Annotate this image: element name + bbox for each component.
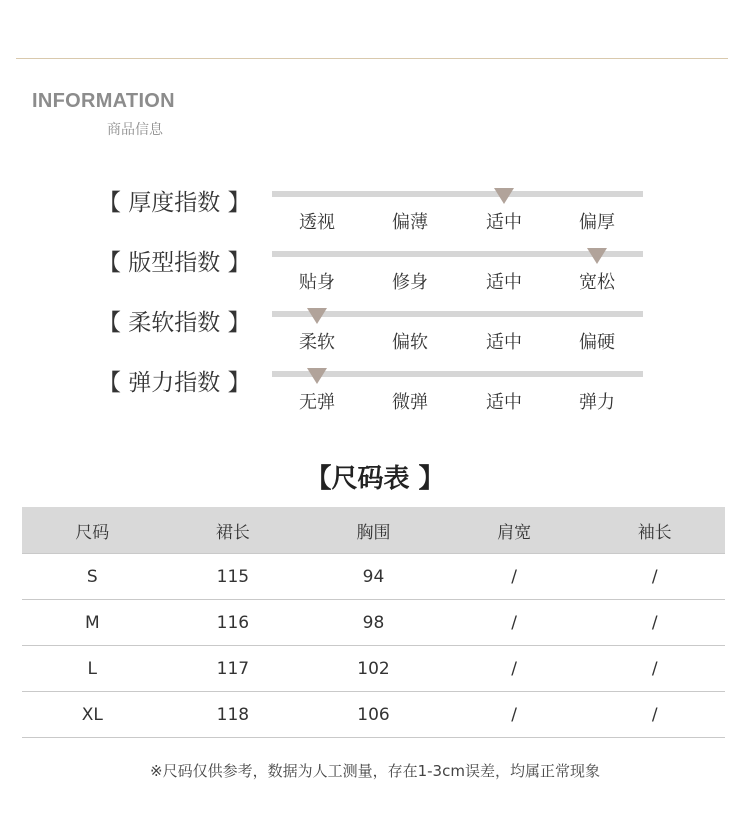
info-title: INFORMATION xyxy=(32,90,175,112)
table-cell: / xyxy=(444,600,585,646)
column-header: 胸围 xyxy=(303,507,444,554)
table-cell: 98 xyxy=(303,600,444,646)
index-label: 【 柔软指数 】 xyxy=(98,310,251,336)
column-header: 裙长 xyxy=(163,507,304,554)
index-row-softness xyxy=(0,304,750,364)
table-cell: S xyxy=(22,554,163,600)
index-option: 贴身 xyxy=(299,272,335,293)
index-option: 适中 xyxy=(486,392,522,413)
top-divider xyxy=(16,58,728,59)
index-option: 偏薄 xyxy=(392,212,428,233)
index-scale-bar xyxy=(272,311,643,317)
size-chart-title: 【尺码表 】 xyxy=(305,464,445,494)
table-cell: / xyxy=(584,600,725,646)
table-cell: / xyxy=(444,692,585,738)
index-marker-icon xyxy=(307,308,327,324)
size-table xyxy=(22,507,725,738)
index-row-fit xyxy=(0,244,750,304)
column-header: 肩宽 xyxy=(444,507,585,554)
index-option: 无弹 xyxy=(299,392,335,413)
table-cell: 106 xyxy=(303,692,444,738)
index-scale-bar xyxy=(272,371,643,377)
table-cell: 94 xyxy=(303,554,444,600)
index-label: 【 厚度指数 】 xyxy=(98,190,251,216)
table-header-row xyxy=(22,507,725,554)
table-cell: L xyxy=(22,646,163,692)
table-cell: 117 xyxy=(163,646,304,692)
table-row xyxy=(22,600,725,646)
table-cell: / xyxy=(444,554,585,600)
index-option: 适中 xyxy=(486,332,522,353)
index-option: 偏硬 xyxy=(579,332,615,353)
table-row xyxy=(22,554,725,600)
table-row xyxy=(22,646,725,692)
table-cell: / xyxy=(584,692,725,738)
index-option: 微弹 xyxy=(392,392,428,413)
table-cell: / xyxy=(584,554,725,600)
index-option: 偏软 xyxy=(392,332,428,353)
index-scale-bar xyxy=(272,191,643,197)
index-row-thickness xyxy=(0,184,750,244)
index-marker-icon xyxy=(307,368,327,384)
index-option: 适中 xyxy=(486,212,522,233)
table-cell: 118 xyxy=(163,692,304,738)
table-cell: XL xyxy=(22,692,163,738)
index-option: 柔软 xyxy=(299,332,335,353)
index-marker-icon xyxy=(494,188,514,204)
table-cell: / xyxy=(584,646,725,692)
table-cell: M xyxy=(22,600,163,646)
index-option: 弹力 xyxy=(579,392,615,413)
column-header: 尺码 xyxy=(22,507,163,554)
index-option: 透视 xyxy=(299,212,335,233)
index-option: 宽松 xyxy=(579,272,615,293)
table-cell: / xyxy=(444,646,585,692)
index-label: 【 弹力指数 】 xyxy=(98,370,251,396)
index-marker-icon xyxy=(587,248,607,264)
table-cell: 115 xyxy=(163,554,304,600)
size-note: ※尺码仅供参考，数据为人工测量，存在1-3cm误差，均属正常现象 xyxy=(150,762,600,780)
table-cell: 102 xyxy=(303,646,444,692)
info-subtitle: 商品信息 xyxy=(107,122,163,138)
index-option: 适中 xyxy=(486,272,522,293)
index-row-elasticity xyxy=(0,364,750,424)
table-row xyxy=(22,692,725,738)
index-label: 【 版型指数 】 xyxy=(98,250,251,276)
table-cell: 116 xyxy=(163,600,304,646)
index-option: 修身 xyxy=(392,272,428,293)
column-header: 袖长 xyxy=(584,507,725,554)
index-option: 偏厚 xyxy=(579,212,615,233)
